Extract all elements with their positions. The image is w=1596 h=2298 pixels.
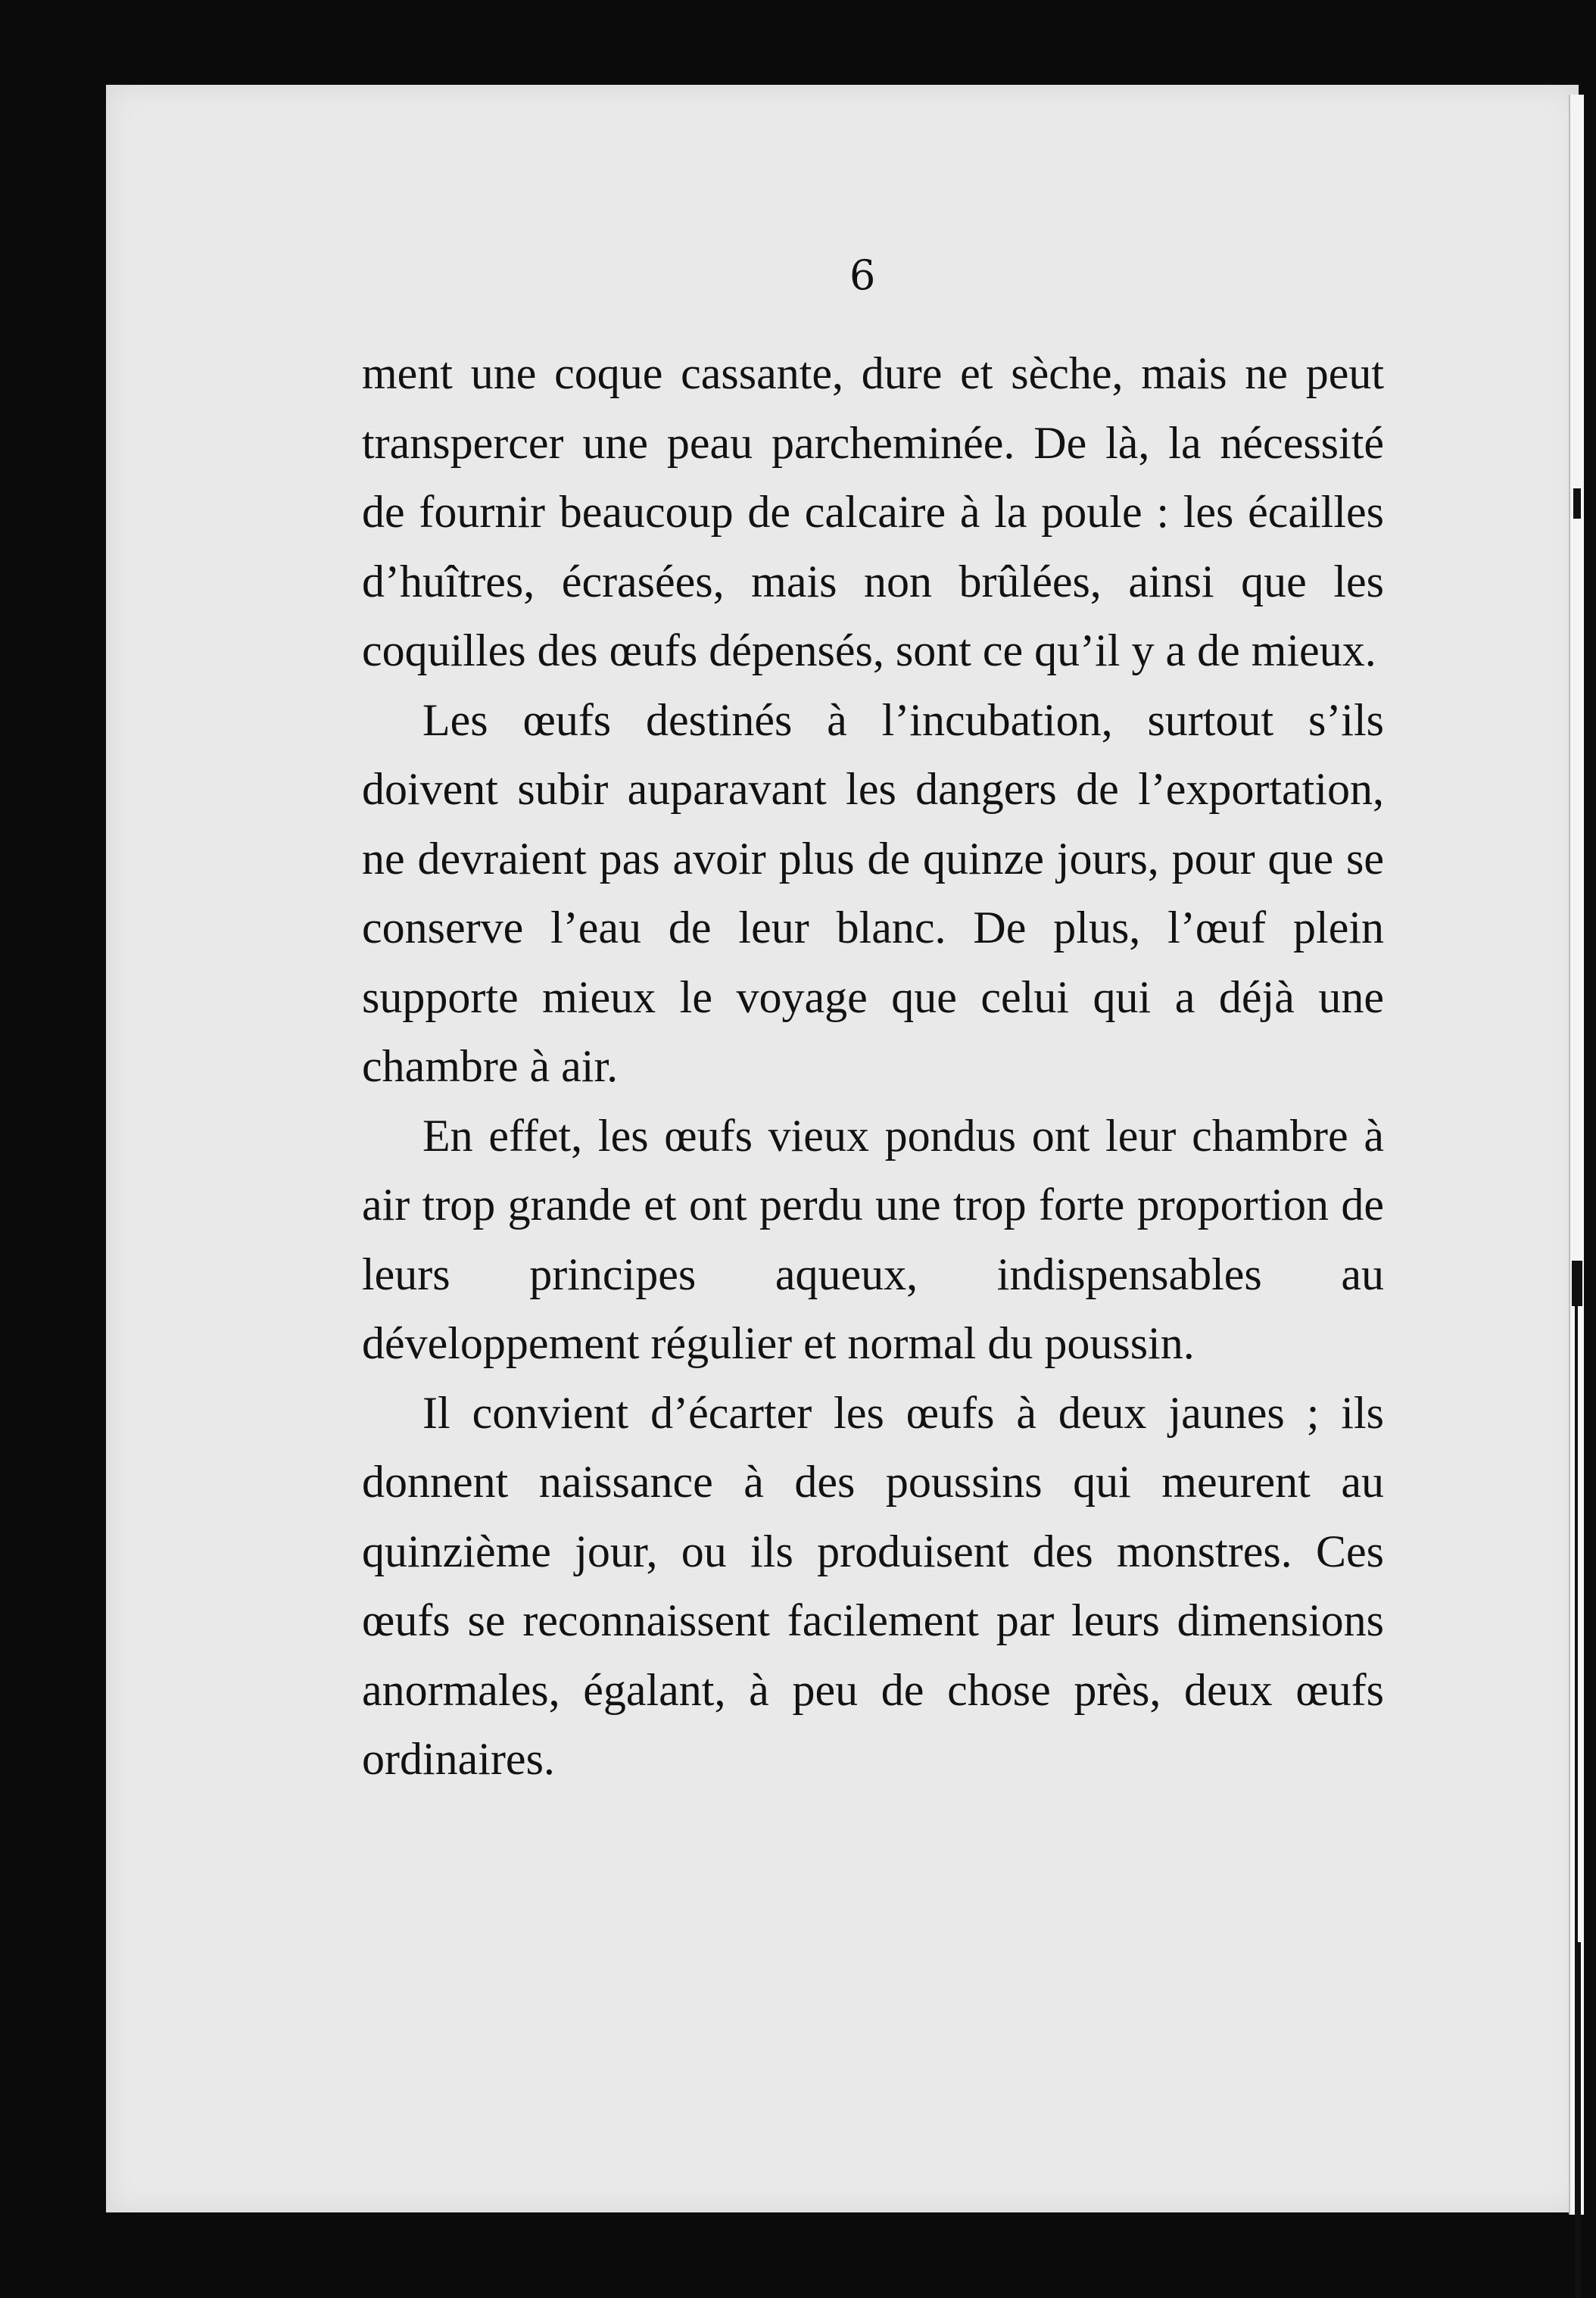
paragraph: Les œufs destinés à l’incubation, surtout s’ils doivent subir auparavant les dangers de l’exportation, ne devraient pas avoir plus de quinze jours, pour que se conserve l’eau de leur blanc. De plus, l’œuf plein supporte mieux le voyage que celui qui a déjà une chambre à air. [362,694,1384,1091]
edge-mark [1573,488,1581,519]
paragraph: Il convient d’écarter les œufs à deux jaunes ; ils donnent naissance à des poussins qui meurent au quinzième jour, ou ils produisent des monstres. Ces œufs se reconnaissent facilement par leurs dimensions anormales, égalant, à peu de chose près, deux œufs ordinaires. [362,1387,1384,1784]
edge-mark [1575,1306,1578,1942]
edge-mark [1575,1942,1581,2298]
paragraph: ment une coque cassante, dure et sèche, mais ne peut transpercer une peau parcheminée. De là, la nécessité de fournir beaucoup de calcaire à la poule : les écailles d’huîtres, écrasées, mais non brûlées, ainsi que les coquilles des œufs dépensés, sont ce qu’il y a de mieux. [362,348,1384,675]
paragraph: En effet, les œufs vieux pondus ont leur chambre à air trop grande et ont perdu une trop forte proportion de leurs principes aqueux, indispensables au développement régulier et normal du poussin. [362,1110,1384,1368]
page-number: 6 [849,251,876,299]
edge-mark [1572,1261,1582,1306]
body-text [362,339,1384,1794]
page-edge [1569,95,1584,2215]
